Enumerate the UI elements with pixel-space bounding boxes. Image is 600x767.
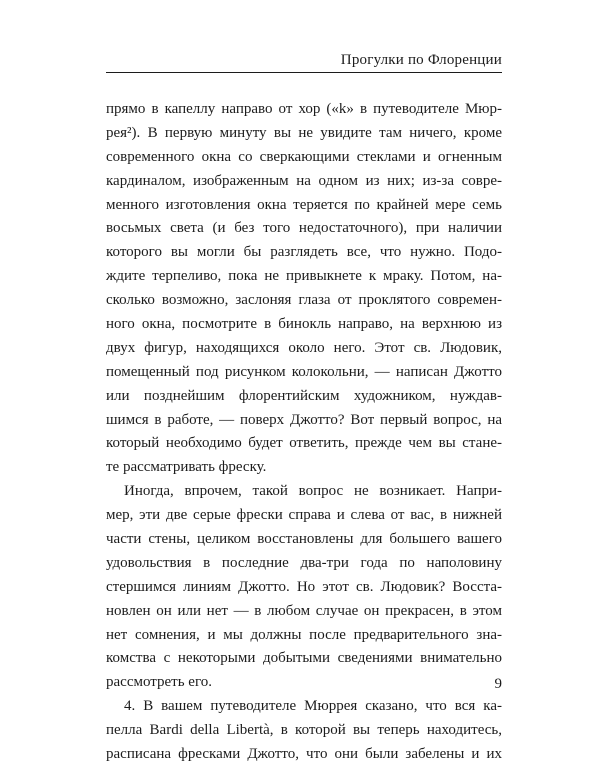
text-line: ного окна, посмотрите в бинокль направо, на верхнюю из <box>106 316 502 333</box>
text-line: сколько возможно, заслоняя глаза от проклятого современ- <box>106 292 502 309</box>
page-number: 9 <box>494 676 502 692</box>
text-line: или позднейшим флорентийским художником, нуждав- <box>106 387 502 404</box>
text-line: те рассматривать фреску. <box>106 459 267 476</box>
text-line: стершимся линиям Джотто. Но этот св. Людовик? Восста- <box>106 578 502 595</box>
text-line: прямо в капеллу направо от хор («k» в путеводителе Мюр- <box>106 101 502 117</box>
text-line: рассмотреть его. <box>106 674 212 691</box>
text-line: которого вы могли бы разглядеть все, что нужно. Подо- <box>106 244 502 261</box>
text-line: помещенный под рисунком колокольни, — написан Джотто <box>106 363 502 380</box>
running-head: Прогулки по Флоренции <box>340 52 502 68</box>
text-line: кардиналом, изображенным на одном из них; из-за совре- <box>106 172 502 189</box>
text-line: нет сомнения, и мы должны после предварительного зна- <box>106 626 502 643</box>
text-line: 4. В вашем путеводителе Мюррея сказано, что вся ка- <box>124 698 502 715</box>
text-line: современного окна со сверкающими стеклами и огненным <box>106 148 502 165</box>
text-line: рея²). В первую минуту вы не увидите там ничего, кроме <box>106 124 502 141</box>
body-text <box>106 98 502 767</box>
text-line: двух фигур, находящихся около него. Этот св. Людовик, <box>106 339 502 356</box>
text-line: удовольствия в последние два-три года по наполовину <box>106 554 502 571</box>
text-line: мер, эти две серые фрески справа и слева от вас, в нижней <box>106 507 502 524</box>
text-line: восьмых света (и без того недостаточного), при наличии <box>106 220 502 237</box>
text-line: новлен он или нет — в любом случае он прекрасен, в этом <box>106 602 502 619</box>
text-line: расписана фресками Джотто, что они были забелены и их <box>106 746 502 763</box>
text-line: ждите терпеливо, пока не привыкнете к мраку. Потом, на- <box>106 268 502 285</box>
text-line: менного изготовления окна теряется по крайней мере семь <box>106 196 502 213</box>
text-line: шимся в работе, — поверх Джотто? Вот первый вопрос, на <box>106 411 502 428</box>
text-line: Иногда, впрочем, такой вопрос не возникает. Напри- <box>124 483 502 500</box>
text-line: части стены, целиком восстановлены для большего вашего <box>106 531 502 548</box>
header-rule <box>106 72 502 73</box>
text-line: пелла Bardi della Libertà, в которой вы теперь находитесь, <box>106 722 502 739</box>
text-line: комства с некоторыми добытыми сведениями внимательно <box>106 650 502 667</box>
text-line: который необходимо будет ответить, прежде чем вы стане- <box>106 435 502 452</box>
